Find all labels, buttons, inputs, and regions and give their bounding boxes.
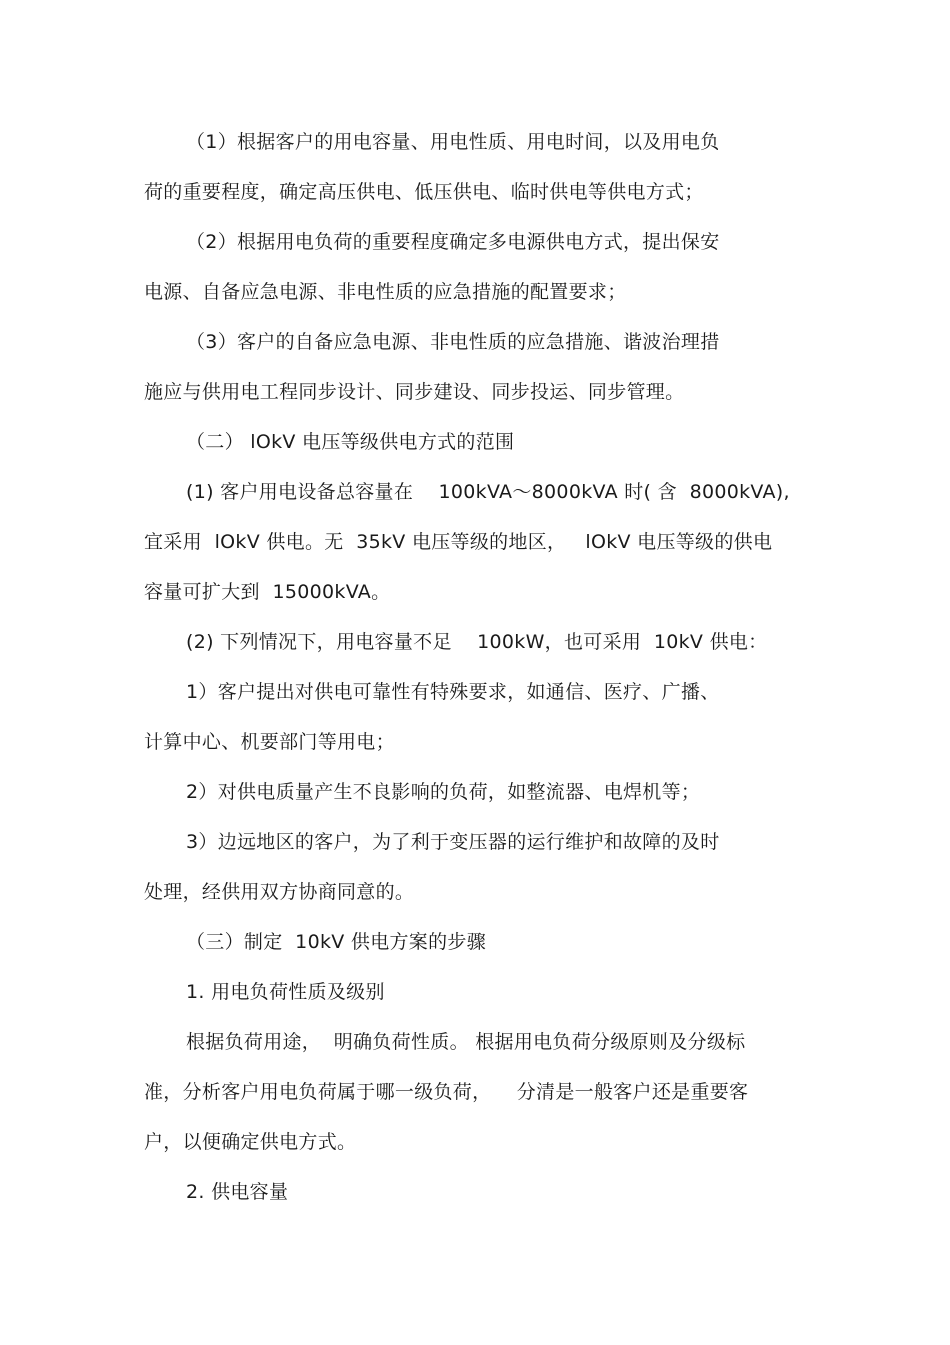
list-item-2: 2）对供电质量产生不良影响的负荷，如整流器、电焊机等； <box>186 781 701 803</box>
list-item-3-line-2: 处理，经供用双方协商同意的。 <box>144 881 415 903</box>
paragraph-4-line-3: 容量可扩大到 15000kVA。 <box>144 581 391 603</box>
paragraph-6-line-3: 户，以便确定供电方式。 <box>144 1131 357 1153</box>
paragraph-4-line-2: 宜采用 lOkV 供电。无 35kV 电压等级的地区， lOkV 电压等级的供电 <box>144 531 773 553</box>
subheading-1: 1. 用电负荷性质及级别 <box>186 981 385 1003</box>
paragraph-2-line-2: 电源、自备应急电源、非电性质的应急措施的配置要求； <box>144 281 627 303</box>
paragraph-3-line-1: （3）客户的自备应急电源、非电性质的应急措施、谐波治理措 <box>186 331 720 353</box>
paragraph-6-line-1: 根据负荷用途， 明确负荷性质。 根据用电负荷分级原则及分级标 <box>186 1031 746 1053</box>
paragraph-2-line-1: （2）根据用电负荷的重要程度确定多电源供电方式，提出保安 <box>186 231 720 253</box>
paragraph-6-line-2: 准，分析客户用电负荷属于哪一级负荷， 分清是一般客户还是重要客 <box>144 1081 749 1103</box>
section-heading-2: （二） lOkV 电压等级供电方式的范围 <box>186 431 515 453</box>
paragraph-1-line-1: （1）根据客户的用电容量、用电性质、用电时间，以及用电负 <box>186 131 720 153</box>
paragraph-3-line-2: 施应与供用电工程同步设计、同步建设、同步投运、同步管理。 <box>144 381 685 403</box>
list-item-1-line-1: 1）客户提出对供电可靠性有特殊要求，如通信、医疗、广播、 <box>186 681 720 703</box>
paragraph-4-line-1: (1) 客户用电设备总容量在 100kVA～8000kVA 时( 含 8000kVA), <box>186 481 790 503</box>
list-item-3-line-1: 3）边远地区的客户，为了利于变压器的运行维护和故障的及时 <box>186 831 720 853</box>
subheading-2: 2. 供电容量 <box>186 1181 289 1203</box>
paragraph-1-line-2: 荷的重要程度，确定高压供电、低压供电、临时供电等供电方式； <box>144 181 704 203</box>
list-item-1-line-2: 计算中心、机要部门等用电； <box>144 731 395 753</box>
paragraph-5-line-1: (2) 下列情况下，用电容量不足 100kW，也可采用 10kV 供电： <box>186 631 768 653</box>
section-heading-3: （三）制定 10kV 供电方案的步骤 <box>186 931 486 953</box>
